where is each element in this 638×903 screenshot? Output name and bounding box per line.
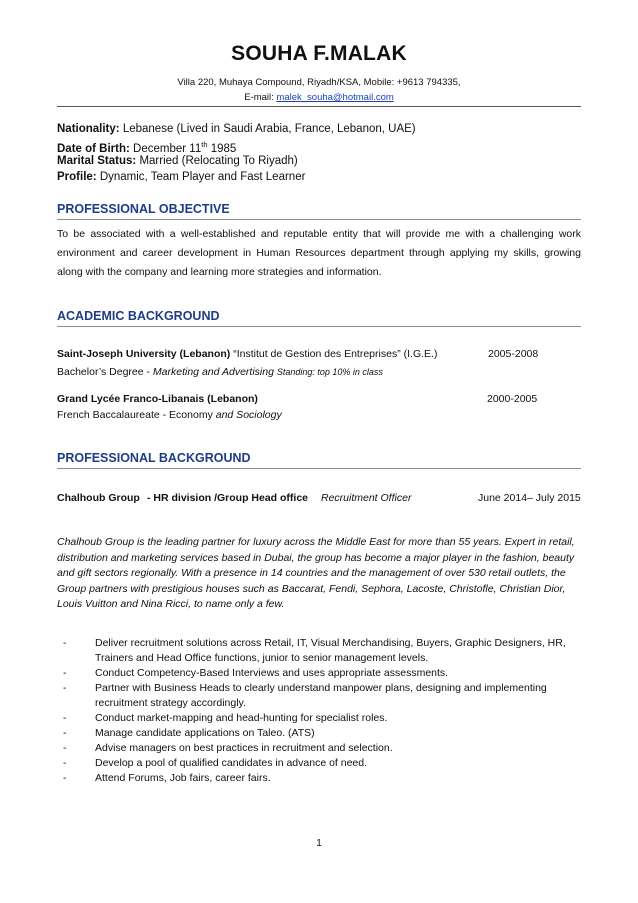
- company-name: Chalhoub Group: [57, 492, 140, 504]
- email-link[interactable]: malek_souha@hotmail.com: [276, 92, 394, 103]
- dob-suffix: th: [201, 140, 208, 149]
- bullet-dash: -: [63, 772, 67, 784]
- school-years: 2000-2005: [487, 393, 538, 405]
- email-line: [0, 92, 638, 103]
- academic-degree-glfl: [57, 409, 581, 421]
- bullet-dash: -: [63, 667, 67, 679]
- marital-value: Married (Relocating To Riyadh): [136, 155, 298, 167]
- list-item: - Conduct market-mapping and head-hunting for specialist roles.: [63, 712, 388, 724]
- degree-note: Standing: top 10% in class: [276, 367, 383, 377]
- objective-text: To be associated with a well-established and reputable entity that will provide me with a challenging work environment and career development in Human Resources department through applying my skills, growing along with the company and learning more strategies and information.: [57, 228, 581, 278]
- profile-value: Dynamic, Team Player and Fast Learner: [96, 171, 306, 183]
- list-item: - Develop a pool of qualified candidates in advance of need.: [63, 757, 368, 769]
- job-dates: June 2014– July 2015: [478, 492, 581, 504]
- list-item: - Deliver recruitment solutions across Retail, IT, Visual Merchandising, Buyers, Graphic Designers, HR, Trainers and Head Office functions, junior to senior management levels.: [63, 637, 566, 664]
- nationality-value: Lebanese (Lived in Saudi Arabia, France, Lebanon, UAE): [119, 123, 416, 135]
- school-years: 2005-2008: [488, 348, 539, 360]
- profile-label: Profile:: [57, 171, 97, 183]
- marital-line: [57, 153, 298, 169]
- company-description: Chalhoub Group is the leading partner for luxury across the Middle East for more than 55 years. Expert in retail, distribution and marketing services based in Dubai, the group has become a major player in the fashion, beauty and gift sectors regionally. With a presence in 14 countries and the management of over 530 retail outlets, the Group partners with prestigious houses such as Baccarat, Fendi, Sephora, Lacoste, Christofle, Christian Dior, Louis Vuitton and Nina Ricci, to name only a few.: [57, 536, 575, 610]
- list-item: - Conduct Competency-Based Interviews and uses appropriate assessments.: [63, 667, 449, 679]
- dob-year: 1985: [207, 142, 237, 155]
- school-name: Grand Lycée Franco-Libanais (Lebanon): [57, 393, 258, 405]
- list-item: - Partner with Business Heads to clearly understand manpower plans, designing and implementing recruitment strategy accordingly.: [63, 682, 547, 709]
- nationality-line: [57, 121, 416, 137]
- degree-name: Bachelor’s Degree -: [57, 366, 153, 378]
- academic-degree-usj: [57, 366, 581, 378]
- bullet-dash: -: [63, 757, 67, 769]
- academic-entry-glfl: [57, 393, 581, 405]
- header-divider: [57, 106, 581, 107]
- bullet-dash: -: [63, 712, 67, 724]
- profile-line: [57, 169, 305, 185]
- duties-list: [57, 636, 581, 786]
- school-name: Saint-Joseph University (Lebanon): [57, 348, 231, 360]
- academic-entry-usj: [57, 348, 581, 360]
- school-program: “Institut de Gestion des Entreprises” (I.G.E.): [230, 348, 438, 360]
- professional-heading: PROFESSIONAL BACKGROUND: [57, 451, 581, 469]
- job-role: Recruitment Officer: [321, 492, 412, 504]
- bullet-dash: -: [63, 742, 67, 754]
- list-item: - Manage candidate applications on Taleo. (ATS): [63, 727, 315, 739]
- degree-major: Marketing and Advertising: [152, 366, 277, 378]
- bullet-dash: -: [63, 727, 67, 739]
- bullet-dash: -: [63, 637, 67, 649]
- email-label: E-mail:: [244, 92, 277, 103]
- list-item: - Attend Forums, Job fairs, career fairs.: [63, 772, 271, 784]
- page-number: 1: [316, 838, 322, 849]
- company-division: - HR division /Group Head office: [147, 492, 309, 504]
- dob-label: Date of Birth:: [57, 142, 130, 155]
- candidate-name: SOUHA F.MALAK: [231, 42, 407, 65]
- list-item: - Advise managers on best practices in recruitment and selection.: [63, 742, 393, 754]
- marital-label: Marital Status:: [57, 155, 137, 167]
- degree-major: and Sociology: [215, 409, 282, 421]
- address-line: Villa 220, Muhaya Compound, Riyadh/KSA, Mobile: +9613 794335,: [177, 77, 461, 88]
- dob-day: December 11: [129, 142, 202, 155]
- degree-name: French Baccalaureate - Economy: [57, 409, 216, 421]
- objective-heading: PROFESSIONAL OBJECTIVE: [57, 202, 581, 220]
- academic-heading: ACADEMIC BACKGROUND: [57, 309, 581, 327]
- job-header: [57, 492, 581, 504]
- bullet-dash: -: [63, 682, 67, 694]
- nationality-label: Nationality:: [57, 123, 120, 135]
